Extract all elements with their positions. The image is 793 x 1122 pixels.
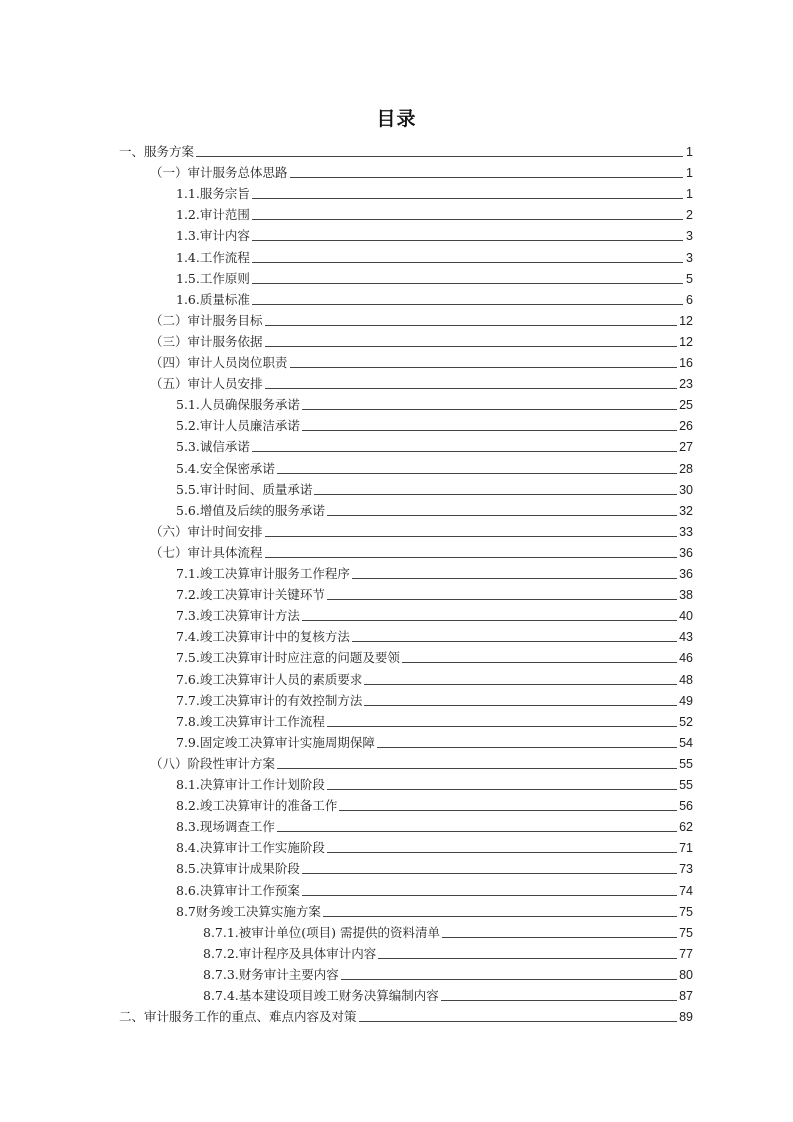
leader-line xyxy=(302,894,677,896)
toc-entry-page-number: 2 xyxy=(686,208,693,223)
toc-entry-label: 8.2.竣工决算审计的准备工作 xyxy=(176,798,338,814)
toc-entry-page-number: 16 xyxy=(679,356,693,370)
toc-entry-label: 7.6.竣工决算审计人员的素质要求 xyxy=(176,671,363,687)
toc-entry[interactable] xyxy=(176,668,693,688)
toc-entry[interactable] xyxy=(176,562,693,582)
toc-entry-label: 7.4.竣工决算审计中的复核方法 xyxy=(176,629,350,645)
toc-entry-page-number: 27 xyxy=(679,440,693,455)
toc-entry-page-number: 32 xyxy=(679,503,693,518)
toc-entry-page-number: 23 xyxy=(679,377,693,392)
leader-line xyxy=(252,197,683,199)
toc-entry[interactable] xyxy=(176,435,693,455)
toc-entry-label: 8.4.决算审计工作实施阶段 xyxy=(176,840,325,856)
toc-entry[interactable] xyxy=(176,646,693,666)
leader-line xyxy=(352,577,677,579)
toc-entry-label: 一、服务方案 xyxy=(119,144,195,159)
toc-entry-page-number: 30 xyxy=(679,482,693,497)
toc-entry-page-number: 1 xyxy=(686,187,693,202)
toc-entry-label: （五）审计人员安排 xyxy=(150,376,263,392)
toc-entry-page-number: 56 xyxy=(679,799,693,814)
toc-entry-label: 7.7.竣工决算审计的有效控制方法 xyxy=(176,692,363,708)
toc-entry[interactable] xyxy=(176,625,693,645)
leader-line xyxy=(323,915,677,917)
toc-entry[interactable] xyxy=(150,541,693,561)
toc-entry-page-number: 5 xyxy=(686,271,693,286)
leader-line xyxy=(327,514,677,516)
toc-entry[interactable] xyxy=(176,900,693,920)
toc-entry-page-number: 77 xyxy=(679,946,693,961)
toc-entry-page-number: 12 xyxy=(679,334,693,349)
leader-line xyxy=(352,640,677,642)
toc-entry-page-number: 36 xyxy=(679,567,693,581)
toc-entry[interactable] xyxy=(150,309,693,329)
toc-entry-label: 7.8.竣工决算审计工作流程 xyxy=(176,713,325,729)
toc-entry[interactable] xyxy=(176,731,693,751)
leader-line xyxy=(252,218,683,220)
toc-entry-label: 1.3.审计内容 xyxy=(176,228,250,244)
toc-entry-label: 8.7.2.审计程序及具体审计内容 xyxy=(203,945,377,961)
toc-entry-label: （四）审计人员岗位职责 xyxy=(150,355,288,370)
leader-line xyxy=(290,176,683,178)
toc-entry[interactable] xyxy=(176,478,693,498)
toc-entry-label: 8.7财务竣工决算实施方案 xyxy=(176,903,321,919)
toc-entry-label: 1.2.审计范围 xyxy=(176,207,250,223)
leader-line xyxy=(252,303,683,305)
toc-entry-label: 二、审计服务工作的重点、难点内容及对策 xyxy=(119,1009,357,1025)
toc-entry[interactable] xyxy=(176,182,693,202)
leader-line xyxy=(339,809,677,811)
toc-entry-label: 5.4.安全保密承诺 xyxy=(176,460,275,476)
toc-entry-label: 7.5.竣工决算审计时应注意的问题及要领 xyxy=(176,650,400,666)
toc-entry[interactable] xyxy=(176,604,693,624)
toc-entry-page-number: 1 xyxy=(686,166,693,181)
leader-line xyxy=(265,324,678,326)
leader-line xyxy=(314,493,677,495)
toc-entry[interactable] xyxy=(176,583,693,603)
toc-entry-page-number: 25 xyxy=(679,398,693,413)
toc-entry-page-number: 74 xyxy=(679,883,693,898)
toc-entry-page-number: 87 xyxy=(679,989,693,1003)
toc-entry-page-number: 1 xyxy=(686,145,693,159)
toc-entry-page-number: 6 xyxy=(686,292,693,307)
leader-line xyxy=(302,619,677,621)
leader-line xyxy=(277,830,677,832)
leader-line xyxy=(252,261,683,263)
toc-entry-page-number: 36 xyxy=(679,545,693,560)
toc-entry-page-number: 75 xyxy=(679,925,693,940)
toc-entry-page-number: 48 xyxy=(679,672,693,687)
leader-line xyxy=(364,704,677,706)
toc-entry-label: 8.5.决算审计成果阶段 xyxy=(176,861,300,877)
toc-entry-page-number: 80 xyxy=(679,967,693,982)
toc-entry[interactable] xyxy=(176,414,693,434)
toc-entry[interactable] xyxy=(176,246,693,266)
toc-entry-page-number: 3 xyxy=(686,229,693,244)
toc-entry[interactable] xyxy=(203,963,693,983)
leader-line xyxy=(252,450,677,452)
leader-line xyxy=(290,366,678,368)
toc-entry-label: （六）审计时间安排 xyxy=(150,523,263,539)
leader-line xyxy=(327,788,677,790)
toc-entry-label: 7.3.竣工决算审计方法 xyxy=(176,608,300,624)
toc-entry-label: 1.6.质量标准 xyxy=(176,291,250,307)
toc-entry-label: 5.2.审计人员廉洁承诺 xyxy=(176,418,300,434)
toc-entry-page-number: 55 xyxy=(679,756,693,771)
leader-line xyxy=(364,683,677,685)
toc-entry-label: 8.3.现场调查工作 xyxy=(176,819,275,835)
toc-entry-page-number: 40 xyxy=(679,609,693,624)
toc-entry[interactable] xyxy=(119,140,693,160)
toc-entry[interactable] xyxy=(176,203,693,223)
leader-line xyxy=(302,429,677,431)
leader-line xyxy=(196,155,683,157)
toc-entry-label: 5.6.增值及后续的服务承诺 xyxy=(176,502,325,518)
leader-line xyxy=(442,936,677,938)
toc-entry[interactable] xyxy=(176,879,693,899)
toc-entry-label: （七）审计具体流程 xyxy=(150,544,263,560)
toc-entry-label: 1.1.服务宗旨 xyxy=(176,186,250,202)
leader-line xyxy=(302,408,677,410)
toc-entry-page-number: 55 xyxy=(679,778,693,792)
toc-entry-label: （一）审计服务总体思路 xyxy=(150,165,288,181)
toc-entry-label: 8.7.1.被审计单位(项目) 需提供的资料清单 xyxy=(203,924,441,940)
leader-line xyxy=(265,556,678,558)
toc-entry[interactable] xyxy=(176,773,693,793)
toc-entry[interactable] xyxy=(176,815,693,835)
toc-entry-label: 5.5.审计时间、质量承诺 xyxy=(176,481,313,497)
leader-line xyxy=(402,661,677,663)
toc-entry[interactable] xyxy=(203,984,693,1004)
toc-entry[interactable] xyxy=(119,1005,693,1025)
toc-entry-page-number: 54 xyxy=(679,735,693,750)
toc-entry-page-number: 12 xyxy=(679,313,693,328)
leader-line xyxy=(359,1020,678,1022)
toc-entry-page-number: 26 xyxy=(679,419,693,434)
toc-entry[interactable] xyxy=(176,457,693,477)
toc-entry-label: （三）审计服务依据 xyxy=(150,333,263,349)
toc-entry-label: 8.7.4.基本建设项目竣工财务决算编制内容 xyxy=(203,988,439,1003)
toc-entry-page-number: 38 xyxy=(679,588,693,603)
toc-entry-label: 8.6.决算审计工作预案 xyxy=(176,882,300,898)
leader-line xyxy=(252,282,683,284)
leader-line xyxy=(277,472,677,474)
toc-entry-page-number: 3 xyxy=(686,250,693,265)
toc-entry[interactable] xyxy=(150,351,693,371)
toc-entry-page-number: 52 xyxy=(679,714,693,729)
toc-entry-label: 5.3.诚信承诺 xyxy=(176,439,250,455)
toc-entry-page-number: 49 xyxy=(679,693,693,708)
toc-entry-page-number: 28 xyxy=(679,461,693,476)
toc-entry[interactable] xyxy=(176,857,693,877)
toc-entry[interactable] xyxy=(176,836,693,856)
toc-entry[interactable] xyxy=(203,942,693,962)
toc-entry-page-number: 71 xyxy=(679,841,693,856)
toc-entry-page-number: 89 xyxy=(679,1010,693,1025)
leader-line xyxy=(327,725,677,727)
toc-entry-page-number: 33 xyxy=(679,524,693,539)
toc-entry[interactable] xyxy=(150,372,693,392)
toc-entry[interactable] xyxy=(150,752,693,772)
toc-entry[interactable] xyxy=(176,393,693,413)
leader-line xyxy=(277,767,677,769)
toc-entry[interactable] xyxy=(150,520,693,540)
toc-entry[interactable] xyxy=(176,267,693,287)
toc-entry[interactable] xyxy=(176,499,693,519)
toc-entry[interactable] xyxy=(203,921,693,941)
toc-entry-page-number: 46 xyxy=(679,651,693,666)
toc-entry[interactable] xyxy=(176,224,693,244)
leader-line xyxy=(265,535,678,537)
toc-entry-label: 7.9.固定竣工决算审计实施周期保障 xyxy=(176,734,375,750)
leader-line xyxy=(265,387,678,389)
toc-entry-label: 1.4.工作流程 xyxy=(176,249,250,265)
toc-entry-label: 7.1.竣工决算审计服务工作程序 xyxy=(176,566,350,581)
toc-entry-page-number: 43 xyxy=(679,630,693,645)
toc-entry[interactable] xyxy=(176,794,693,814)
toc-entry-label: 1.5.工作原则 xyxy=(176,270,250,286)
leader-line xyxy=(441,999,677,1001)
leader-line xyxy=(265,345,678,347)
toc-entry[interactable] xyxy=(150,161,693,181)
toc-entry[interactable] xyxy=(176,710,693,730)
leader-line xyxy=(341,978,677,980)
toc-entry-label: 5.1.人员确保服务承诺 xyxy=(176,397,300,413)
toc-entry-label: 7.2.竣工决算审计关键环节 xyxy=(176,587,325,603)
leader-line xyxy=(327,598,677,600)
toc-title: 目录 xyxy=(376,108,417,130)
toc-entry-label: 8.7.3.财务审计主要内容 xyxy=(203,966,339,982)
toc-entry[interactable] xyxy=(150,330,693,350)
toc-entry-page-number: 75 xyxy=(679,904,693,919)
leader-line xyxy=(327,851,677,853)
toc-entry[interactable] xyxy=(176,689,693,709)
toc-entry-page-number: 62 xyxy=(679,820,693,835)
toc-entry-label: （二）审计服务目标 xyxy=(150,312,263,328)
toc-entry-label: （八）阶段性审计方案 xyxy=(150,755,276,771)
toc-entry[interactable] xyxy=(176,288,693,308)
leader-line xyxy=(302,872,677,874)
toc-entry-label: 8.1.决算审计工作计划阶段 xyxy=(176,777,325,792)
leader-line xyxy=(377,746,677,748)
leader-line xyxy=(252,239,683,241)
toc-entry-page-number: 73 xyxy=(679,862,693,877)
leader-line xyxy=(378,957,677,959)
